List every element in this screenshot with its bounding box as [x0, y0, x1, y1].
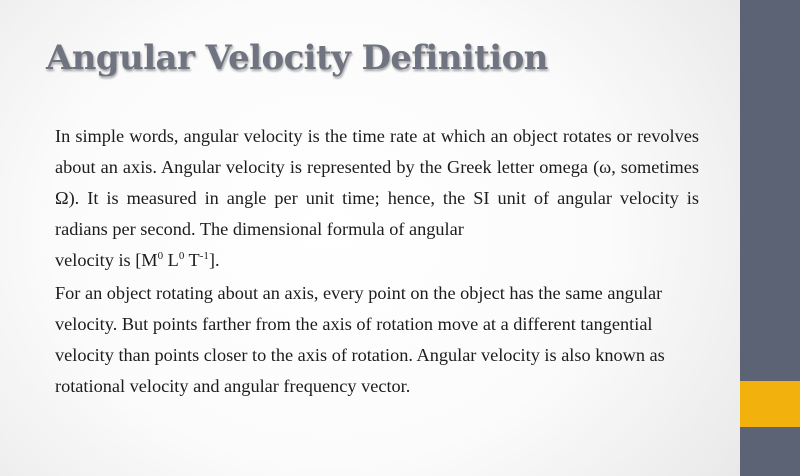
- formula-prefix: velocity is [M: [55, 250, 158, 270]
- paragraph-line: For an object rotating about an axis, every point on the object has the same angular: [55, 283, 663, 303]
- side-accent-block: [740, 381, 800, 427]
- unit-t: T: [184, 250, 200, 270]
- exponent-l: 0: [178, 249, 185, 262]
- paragraph-line: velocity. But points farther from the axis of rotation move at a different tangential: [55, 314, 653, 334]
- slide-body: [55, 121, 699, 402]
- paragraph-line: In simple words, angular velocity is the time rate at which an object rotates or: [55, 126, 632, 146]
- unit-l: L: [163, 250, 179, 270]
- paragraph-line: rotational velocity and angular frequency vector.: [55, 376, 411, 396]
- slide-title: Angular Velocity Definition: [46, 38, 548, 78]
- paragraph-line: angular velocity is radians per second. The dimensional formula of angular: [55, 188, 699, 239]
- paragraph-line: revolves about an axis. Angular velocity is represented by the Greek letter omega: [55, 126, 699, 177]
- paragraph-definition: [55, 121, 699, 276]
- paragraph-line: (ω, sometimes Ω). It is measured in angle per unit time; hence, the SI unit of: [55, 157, 699, 208]
- formula-suffix: ].: [208, 250, 220, 270]
- dimensional-formula: [55, 250, 220, 270]
- paragraph-line: velocity than points closer to the axis of rotation. Angular velocity is also known as: [55, 345, 665, 365]
- exponent-t: -1: [199, 249, 209, 262]
- exponent-m: 0: [157, 249, 164, 262]
- paragraph-explanation: [55, 278, 699, 402]
